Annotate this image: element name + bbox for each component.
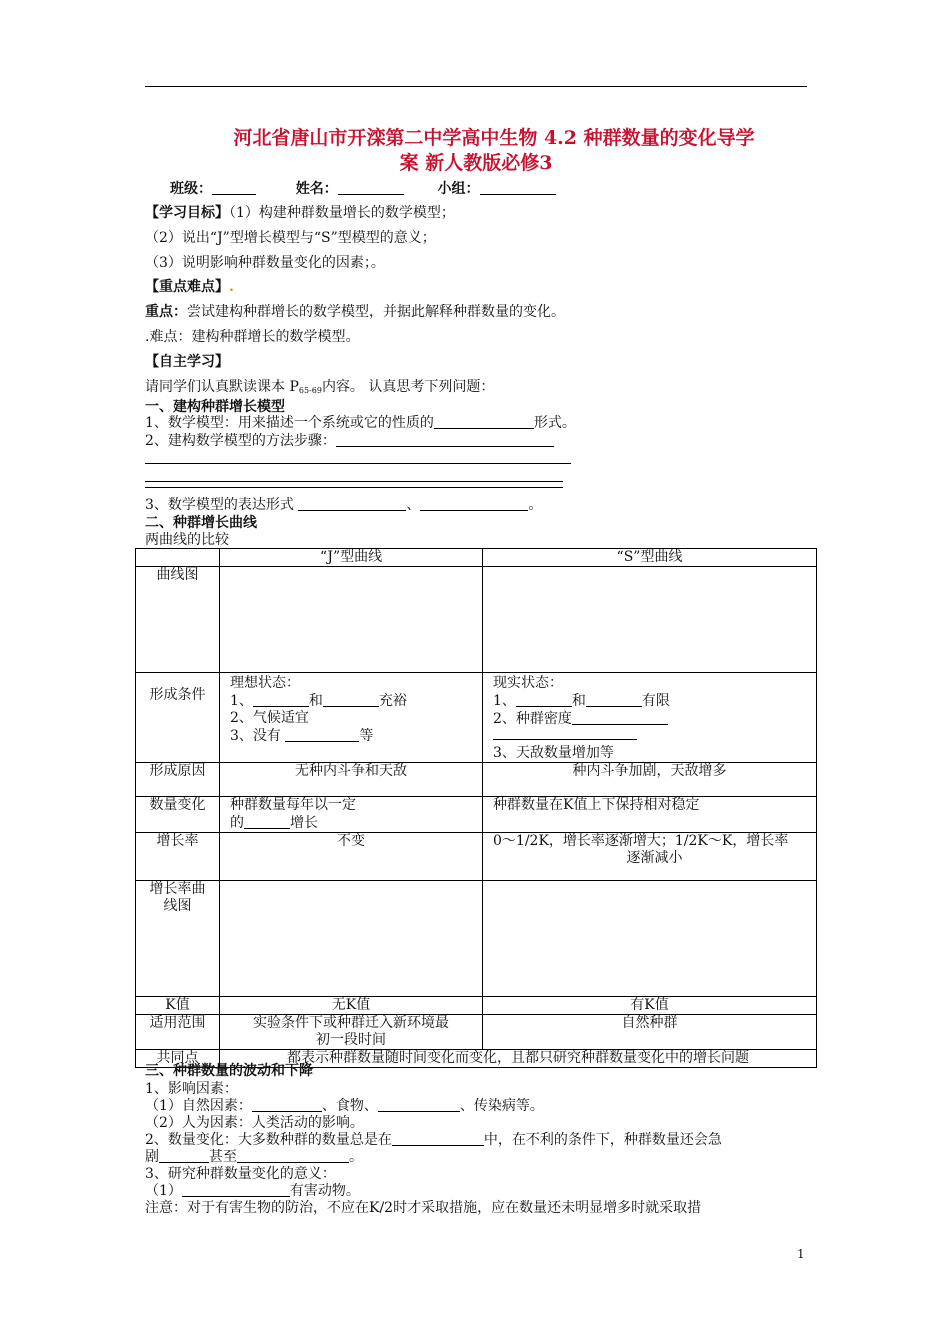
part3-f2-cont: 剧 甚至 。 [145, 1149, 363, 1165]
part3-f2: 2、数量变化：大多数种群的数量总是在 中，在不利的条件下，种群数量还会急 [145, 1132, 722, 1148]
table-row: 共同点 都表示种群数量随时间变化而变化，且都只研究种群数量变化中的增长问题 [136, 1050, 817, 1068]
table-row [136, 673, 817, 763]
part3-f3: 3、研究种群数量变化的意义： [145, 1166, 336, 1182]
part1-q1: 1、数学模型：用来描述一个系统或它的性质的 形式。 [145, 415, 576, 431]
self-study-heading: 【自主学习】 [145, 354, 229, 370]
row-label: 共同点 [136, 1050, 220, 1068]
part2-heading: 二、种群增长曲线 [145, 515, 257, 531]
group-blank [480, 180, 556, 195]
group-label: 小组： [437, 181, 480, 197]
table-caption: 两曲线的比较 [145, 532, 229, 548]
j-conditions: 理想状态： 1、 和 充裕 2、气候适宜 3、没有 等 [220, 673, 483, 763]
s-conditions: 现实状态： 1、 和 有限 2、种群密度 3、天敌数量增加等 [483, 673, 817, 763]
part1-heading: 一、建构种群增长模型 [145, 399, 285, 415]
row-label: 曲线图 [136, 567, 220, 673]
answer-line [145, 463, 571, 464]
header-rule [145, 86, 807, 87]
table-row: K值 无K值 有K值 [136, 997, 817, 1015]
answer-line [145, 481, 563, 482]
table-row: 形成原因 无种内斗争和天敌 种内斗争加剧，天敌增多 [136, 763, 817, 797]
part3-heading: 三、种群数量的波动和下降 [145, 1063, 313, 1079]
row-label: 增长率曲 线图 [136, 881, 220, 997]
page-title: 河北省唐山市开滦第二中学高中生物 4.2 种群数量的变化导学 案 新人教版必修3 [233, 127, 755, 174]
row-label: 数量变化 [136, 797, 220, 833]
table-row [136, 567, 817, 673]
page-number: 1 [797, 1247, 805, 1261]
row-label: 适用范围 [136, 1015, 220, 1050]
table-row: 增长率 不变 0～1/2K，增长率逐渐增大；1/2K～K，增长率 逐渐减小 [136, 833, 817, 881]
part3-f1: 1、影响因素： [145, 1081, 238, 1097]
goal-3: （3）说明影响种群数量变化的因素；。 [145, 255, 385, 271]
goal-1: 【学习目标】（1）构建种群数量增长的数学模型； [145, 205, 455, 221]
part1-q2: 2、建构数学模型的方法步骤： [145, 432, 554, 450]
table-row: 数量变化 种群数量每年以一定 的 增长 种群数量在K值上下保持相对稳定 [136, 797, 817, 833]
name-blank [338, 180, 404, 195]
name-label: 姓名： [295, 181, 338, 197]
table-row [136, 881, 817, 997]
part3-f1-1: （1）自然因素： 、食物、 、传染病等。 [145, 1098, 544, 1114]
table-row [136, 549, 817, 567]
part3-f3-1: （1） 有害动物。 [145, 1183, 360, 1199]
j-curve-cell [220, 567, 483, 673]
class-blank [212, 180, 256, 195]
part3-note: 注意：对于有害生物的防治，不应在K/2时才采取措施，应在数量还未明显增多时就采取措 [145, 1200, 702, 1216]
part3-f1-2: （2）人为因素：人类活动的影响。 [145, 1115, 364, 1131]
comparison-table [135, 548, 817, 1068]
row-label: 增长率 [136, 833, 220, 881]
difficulty-line: .难点：建构种群增长的数学模型。 [145, 329, 360, 345]
student-info-row [170, 180, 556, 198]
focus-line: 重点：尝试建构种群增长的数学模型，并据此解释种群数量的变化。 [145, 304, 565, 320]
row-label: 形成条件 [136, 673, 220, 763]
table-row: 适用范围 实验条件下或种群迁入新环境最 初一段时间 自然种群 [136, 1015, 817, 1050]
col-header-s: “S”型曲线 [483, 549, 817, 567]
goal-2: （2）说出“J”型增长模型与“S”型模型的意义； [145, 230, 436, 246]
key-heading: 【重点难点】. [145, 279, 234, 295]
part1-q3: 3、数学模型的表达形式 、 。 [145, 497, 543, 513]
s-rate-curve-cell [483, 881, 817, 997]
row-label: 形成原因 [136, 763, 220, 797]
j-rate-curve-cell [220, 881, 483, 997]
row-label: K值 [136, 997, 220, 1015]
self-study-intro: 请同学们认真默读课本 $P_{65-69}$内容。 认真思考下列问题： [145, 379, 495, 395]
s-curve-cell [483, 567, 817, 673]
class-label: 班级： [170, 181, 212, 197]
col-header-j: “J”型曲线 [220, 549, 483, 567]
answer-line [145, 487, 563, 488]
